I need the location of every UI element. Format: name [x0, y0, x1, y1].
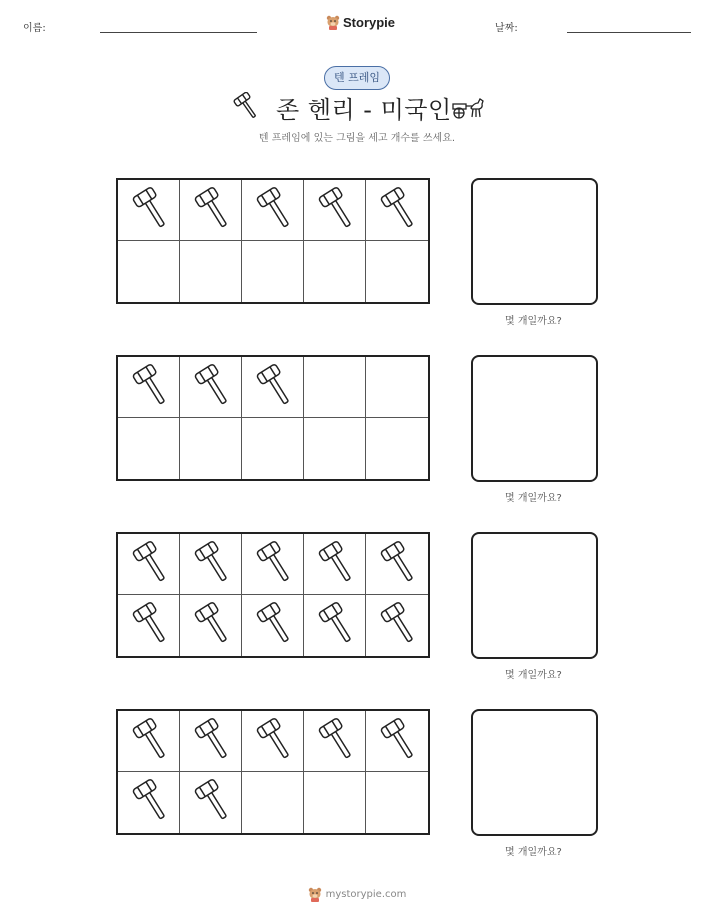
- frame-cell: [366, 241, 428, 302]
- storypie-logo: [326, 14, 395, 30]
- frame-cell: [118, 595, 180, 656]
- frame-cell: [242, 534, 304, 595]
- footer-url: mystorypie.com: [325, 888, 407, 900]
- frame-cell: [180, 595, 242, 656]
- frame-cell: [180, 180, 242, 241]
- frame-cell: [366, 595, 428, 656]
- date-line[interactable]: [567, 32, 691, 33]
- frame-cell: [304, 357, 366, 418]
- frame-cell: [366, 711, 428, 772]
- name-line[interactable]: [100, 32, 257, 33]
- frame-cell: [366, 180, 428, 241]
- frame-cell: [242, 418, 304, 479]
- ten-frame: [116, 178, 430, 304]
- title-hammer-icon: [232, 92, 256, 126]
- frame-cell: [242, 180, 304, 241]
- answer-box-4[interactable]: [471, 709, 598, 836]
- bear-mascot-icon: [326, 14, 340, 30]
- footer: [308, 886, 407, 902]
- frame-cell: [304, 180, 366, 241]
- bear-mascot-icon: [308, 886, 322, 902]
- problem-4: [116, 709, 430, 835]
- frame-cell: [242, 241, 304, 302]
- frame-cell: [180, 418, 242, 479]
- frame-cell: [304, 772, 366, 833]
- name-label: 이름:: [23, 23, 46, 34]
- date-label: 날짜:: [495, 23, 518, 34]
- frame-cell: [118, 534, 180, 595]
- frame-cell: [366, 418, 428, 479]
- question-label-3: 몇 개일까요?: [505, 670, 562, 681]
- question-label-1: 몇 개일까요?: [505, 316, 562, 327]
- ten-frame: [116, 709, 430, 835]
- frame-cell: [242, 595, 304, 656]
- frame-cell: [242, 711, 304, 772]
- frame-cell: [180, 711, 242, 772]
- question-label-4: 몇 개일까요?: [505, 847, 562, 858]
- ten-frame-badge: 텐 프레임: [324, 66, 390, 90]
- frame-cell: [118, 357, 180, 418]
- instructions: 텐 프레임에 있는 그림을 세고 개수를 쓰세요.: [258, 133, 456, 144]
- frame-cell: [304, 241, 366, 302]
- frame-cell: [118, 772, 180, 833]
- frame-cell: [366, 357, 428, 418]
- frame-cell: [242, 357, 304, 418]
- problem-2: [116, 355, 430, 481]
- ten-frame: [116, 355, 430, 481]
- problem-1: [116, 178, 430, 304]
- frame-cell: [180, 534, 242, 595]
- ten-frame: [116, 532, 430, 658]
- frame-cell: [118, 241, 180, 302]
- horse-cart-icon: [452, 94, 486, 124]
- frame-cell: [304, 418, 366, 479]
- frame-cell: [118, 711, 180, 772]
- frame-cell: [242, 772, 304, 833]
- frame-cell: [304, 595, 366, 656]
- frame-cell: [180, 772, 242, 833]
- answer-box-3[interactable]: [471, 532, 598, 659]
- question-label-2: 몇 개일까요?: [505, 493, 562, 504]
- answer-box-1[interactable]: [471, 178, 598, 305]
- frame-cell: [304, 534, 366, 595]
- page-title: 존 헨리 - 미국인: [276, 96, 452, 124]
- frame-cell: [118, 180, 180, 241]
- frame-cell: [304, 711, 366, 772]
- frame-cell: [366, 534, 428, 595]
- logo-text: Storypie: [343, 14, 396, 30]
- problem-3: [116, 532, 430, 658]
- frame-cell: [180, 241, 242, 302]
- frame-cell: [118, 418, 180, 479]
- frame-cell: [180, 357, 242, 418]
- frame-cell: [366, 772, 428, 833]
- answer-box-2[interactable]: [471, 355, 598, 482]
